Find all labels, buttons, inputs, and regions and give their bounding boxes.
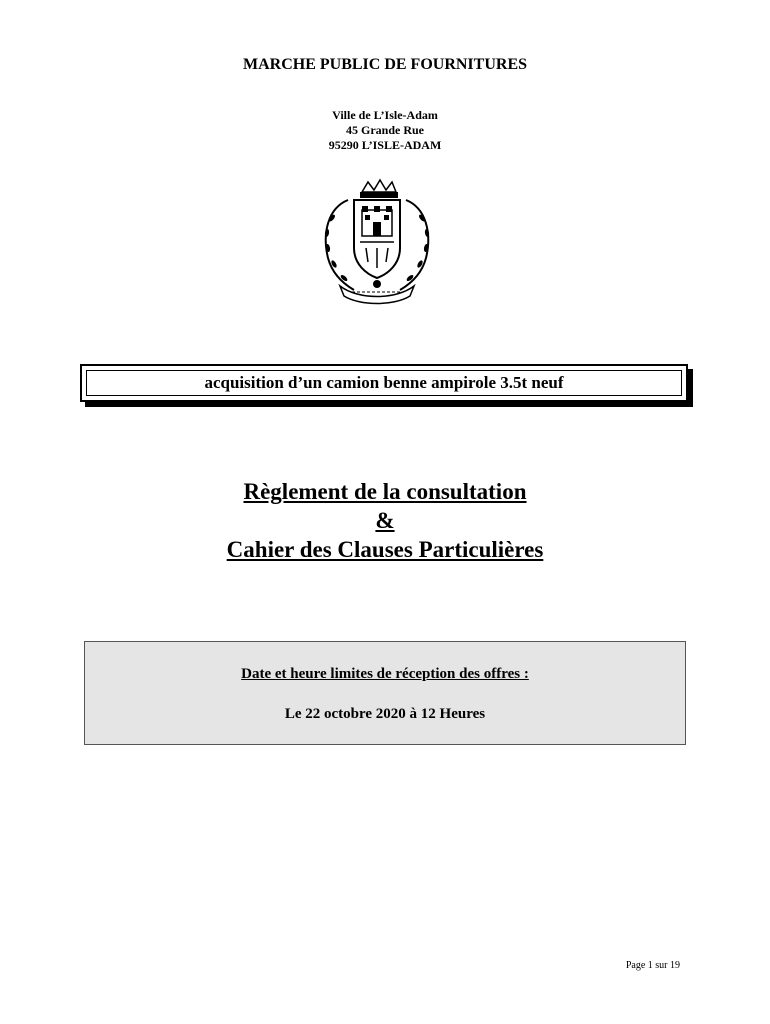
deadline-box — [84, 641, 686, 745]
page-number: Page 1 sur 19 — [625, 960, 680, 971]
address-line-postcode: 95290 L’ISLE-ADAM — [328, 138, 442, 152]
address-block — [0, 108, 770, 153]
document-header: MARCHE PUBLIC DE FOURNITURES — [242, 56, 528, 73]
subject-frame — [80, 364, 688, 402]
deadline-value: Le 22 octobre 2020 à 12 Heures — [284, 706, 486, 722]
coat-of-arms-icon — [318, 178, 436, 308]
title-reglement: Règlement de la consultation — [243, 479, 527, 504]
address-line-town: Ville de L’Isle-Adam — [332, 108, 438, 122]
address-line-street: 45 Grande Rue — [346, 123, 424, 137]
subject-text: acquisition d’un camion benne ampirole 3.5t neuf — [86, 370, 682, 396]
title-ampersand: & — [375, 508, 395, 533]
document-titles — [0, 477, 770, 564]
deadline-label: Date et heure limites de réception des offres : — [241, 666, 529, 682]
title-cahier: Cahier des Clauses Particulières — [226, 537, 544, 562]
